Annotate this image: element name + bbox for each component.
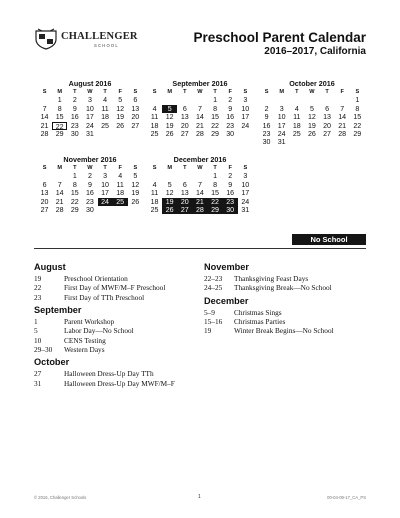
day: 30 xyxy=(85,205,94,214)
event-section xyxy=(34,262,194,302)
calendar-month-name: September 2016 xyxy=(172,79,228,88)
event-section xyxy=(34,305,194,354)
day: 6 xyxy=(182,104,187,113)
day-no-school: 28 xyxy=(192,206,207,214)
day: 25 xyxy=(292,129,301,138)
weekday-label: T xyxy=(325,89,329,95)
calendar-grid xyxy=(37,164,143,214)
event-date: 29–30 xyxy=(34,345,53,355)
weekday-label: T xyxy=(295,89,299,95)
events-right-column xyxy=(204,262,369,339)
day: 13 xyxy=(131,104,140,113)
day: 19 xyxy=(131,189,140,198)
day: 1 xyxy=(57,96,62,105)
day-no-school: 30 xyxy=(223,206,238,214)
day: 12 xyxy=(307,113,316,122)
day: 12 xyxy=(165,113,174,122)
calendar-grid xyxy=(147,164,253,214)
day: 1 xyxy=(213,172,218,181)
day: 10 xyxy=(277,113,286,122)
day: 26 xyxy=(116,121,125,130)
day: 7 xyxy=(197,180,202,189)
event-row xyxy=(34,379,194,388)
event-month-heading: November xyxy=(204,262,249,272)
day: 26 xyxy=(131,197,140,206)
event-row xyxy=(204,308,369,317)
calendar-august-2016 xyxy=(37,79,143,138)
day: 5 xyxy=(167,180,172,189)
no-school-legend: No School xyxy=(292,234,366,245)
day: 24 xyxy=(277,129,286,138)
day: 22 xyxy=(52,122,67,130)
day: 25 xyxy=(150,129,159,138)
weekday-label: M xyxy=(57,89,63,95)
day: 15 xyxy=(211,189,219,198)
day: 29 xyxy=(70,205,79,214)
day: 9 xyxy=(228,104,233,113)
day-no-school: 21 xyxy=(192,198,207,206)
day: 19 xyxy=(116,113,125,122)
day: 24 xyxy=(241,121,250,130)
event-date: 10 xyxy=(34,335,42,345)
empty-day xyxy=(177,172,192,180)
day: 30 xyxy=(262,138,271,147)
day: 8 xyxy=(355,104,360,113)
day: 18 xyxy=(150,121,159,130)
day: 4 xyxy=(152,104,157,113)
day: 4 xyxy=(152,180,157,189)
page-title: Preschool Parent Calendar xyxy=(193,30,366,45)
day-no-school: 23 xyxy=(223,198,238,206)
day: 15 xyxy=(70,189,79,198)
event-month-heading: October xyxy=(34,357,70,368)
event-name: Parent Workshop xyxy=(64,317,115,327)
day: 14 xyxy=(40,113,49,122)
day: 21 xyxy=(338,121,347,130)
footer-copyright: © 2016, Challenger Schools xyxy=(34,495,87,500)
event-name: Labor Day—No School xyxy=(64,326,134,336)
day: 18 xyxy=(292,121,301,130)
empty-day xyxy=(52,172,67,180)
calendar-september-2016 xyxy=(147,79,253,138)
day: 2 xyxy=(72,96,77,105)
event-name: Thanksgiving Feast Days xyxy=(234,274,309,283)
event-date: 27 xyxy=(34,369,42,379)
day-no-school: 26 xyxy=(162,206,177,214)
event-date: 19 xyxy=(204,326,212,336)
event-name: Halloween Dress-Up Day MWF/M–F xyxy=(64,378,175,388)
day: 28 xyxy=(40,129,49,138)
event-row xyxy=(34,336,194,345)
day: 17 xyxy=(85,113,94,122)
day: 3 xyxy=(87,96,92,105)
brand-subtitle: SCHOOL xyxy=(94,43,119,48)
day: 19 xyxy=(165,121,174,130)
event-row xyxy=(204,274,369,283)
brand-name: CHALLENGER xyxy=(61,31,138,42)
calendar-grid xyxy=(259,88,365,147)
weekday-label: F xyxy=(228,89,232,95)
weekday-label: T xyxy=(73,89,77,95)
day: 9 xyxy=(264,113,269,122)
event-name: First Day of TTh Preschool xyxy=(64,292,145,302)
day: 18 xyxy=(101,113,109,122)
empty-day xyxy=(37,96,52,104)
day: 21 xyxy=(55,197,64,206)
day: 17 xyxy=(277,121,286,130)
day: 11 xyxy=(150,189,159,198)
day: 13 xyxy=(180,113,189,122)
weekday-label: S xyxy=(133,165,138,171)
calendar-december-2016 xyxy=(147,155,253,214)
day: 15 xyxy=(353,113,362,122)
day: 13 xyxy=(40,189,49,198)
empty-day xyxy=(192,172,207,180)
empty-day xyxy=(320,96,335,104)
day: 16 xyxy=(262,121,271,130)
weekday-label: M xyxy=(167,89,173,95)
day: 27 xyxy=(40,205,49,214)
day: 27 xyxy=(131,121,140,130)
weekday-label: T xyxy=(183,165,187,171)
event-name: Thanksgiving Break—No School xyxy=(234,283,332,293)
day: 1 xyxy=(72,172,77,181)
day: 12 xyxy=(131,180,140,189)
day: 14 xyxy=(338,113,347,122)
weekday-label: T xyxy=(213,89,217,95)
day: 22 xyxy=(353,121,362,130)
day: 29 xyxy=(211,129,219,138)
day: 16 xyxy=(70,113,79,122)
day: 15 xyxy=(55,113,64,122)
weekday-label: T xyxy=(103,165,107,171)
day: 11 xyxy=(293,113,301,122)
footer-code: 00-04-09-17_CA_PS xyxy=(327,495,366,500)
page-subtitle: 2016–2017, California xyxy=(264,46,366,57)
day: 7 xyxy=(340,104,345,113)
day: 24 xyxy=(85,121,94,130)
school-logo xyxy=(34,28,144,56)
day: 20 xyxy=(40,197,49,206)
day: 13 xyxy=(323,113,331,122)
event-name: Preschool Orientation xyxy=(64,274,128,283)
day-no-school: 29 xyxy=(208,206,223,214)
day: 2 xyxy=(228,96,233,105)
day: 26 xyxy=(307,129,316,138)
day: 23 xyxy=(226,121,235,130)
event-month-heading: September xyxy=(34,305,82,316)
weekday-label: S xyxy=(152,89,157,95)
event-name: Winter Break Begins—No School xyxy=(234,326,334,336)
event-date: 1 xyxy=(34,317,38,327)
day: 5 xyxy=(309,104,314,113)
day: 8 xyxy=(72,180,77,189)
day: 7 xyxy=(57,180,62,189)
weekday-label: M xyxy=(57,165,63,171)
day: 17 xyxy=(241,189,250,198)
empty-day xyxy=(147,96,162,104)
weekday-label: S xyxy=(152,165,157,171)
day-no-school: 5 xyxy=(162,105,177,113)
weekday-label: S xyxy=(42,89,47,95)
weekday-label: T xyxy=(103,89,107,95)
day: 8 xyxy=(213,104,218,113)
weekday-label: S xyxy=(355,89,360,95)
event-date: 22–23 xyxy=(204,274,223,283)
event-row xyxy=(34,293,194,302)
event-row xyxy=(34,326,194,335)
day: 20 xyxy=(323,121,331,130)
weekday-label: W xyxy=(309,89,315,95)
day-no-school: 24 xyxy=(98,198,113,206)
weekday-label: S xyxy=(243,165,248,171)
empty-day xyxy=(162,96,177,104)
event-section xyxy=(204,296,369,336)
event-date: 5–9 xyxy=(204,307,215,317)
day: 7 xyxy=(197,104,202,113)
event-name: Christmas Sings xyxy=(234,307,282,317)
weekday-label: W xyxy=(197,89,203,95)
day: 10 xyxy=(101,180,109,189)
day: 3 xyxy=(279,104,284,113)
calendar-grid xyxy=(37,88,143,138)
day: 31 xyxy=(85,129,94,138)
event-name: Christmas Parties xyxy=(234,317,286,327)
footer-page-number: 1 xyxy=(198,494,201,500)
day: 30 xyxy=(226,129,235,138)
event-section xyxy=(204,262,369,293)
weekday-label: T xyxy=(73,165,77,171)
day: 2 xyxy=(87,172,92,181)
calendar-month-name: August 2016 xyxy=(68,79,112,88)
day: 22 xyxy=(211,121,219,130)
day: 23 xyxy=(85,197,94,206)
day: 12 xyxy=(116,104,125,113)
divider xyxy=(34,248,366,249)
event-date: 23 xyxy=(34,292,42,302)
calendar-month-name: November 2016 xyxy=(63,155,117,164)
day-no-school: 20 xyxy=(177,198,192,206)
event-section xyxy=(34,357,194,388)
weekday-label: S xyxy=(133,89,138,95)
event-row xyxy=(34,317,194,326)
day: 4 xyxy=(103,96,108,105)
day: 5 xyxy=(118,96,123,105)
crest-icon xyxy=(34,28,58,50)
empty-day xyxy=(147,172,162,180)
day: 9 xyxy=(72,104,77,113)
weekday-label: F xyxy=(118,89,122,95)
weekday-label: F xyxy=(228,165,232,171)
day: 3 xyxy=(103,172,108,181)
day: 8 xyxy=(213,180,218,189)
day: 31 xyxy=(277,138,286,147)
event-name: Halloween Dress-Up Day TTh xyxy=(64,369,154,379)
weekday-label: F xyxy=(340,89,344,95)
day-no-school: 22 xyxy=(208,198,223,206)
day: 11 xyxy=(116,180,124,189)
weekday-label: W xyxy=(87,165,93,171)
weekday-label: S xyxy=(243,89,248,95)
event-name: CENS Testing xyxy=(64,335,106,345)
day: 1 xyxy=(355,96,360,105)
day: 15 xyxy=(211,113,219,122)
day: 9 xyxy=(87,180,92,189)
day: 17 xyxy=(101,189,109,198)
event-row xyxy=(204,283,369,292)
weekday-label: W xyxy=(197,165,203,171)
day: 28 xyxy=(338,129,347,138)
day: 4 xyxy=(294,104,299,113)
weekday-label: M xyxy=(279,89,285,95)
event-row xyxy=(34,369,194,378)
empty-day xyxy=(259,96,274,104)
calendar-month-name: October 2016 xyxy=(289,79,335,88)
day: 10 xyxy=(85,104,94,113)
day: 14 xyxy=(55,189,64,198)
event-date: 24–25 xyxy=(204,283,223,293)
day: 1 xyxy=(213,96,218,105)
day: 3 xyxy=(243,96,248,105)
weekday-label: W xyxy=(87,89,93,95)
empty-day xyxy=(177,96,192,104)
day: 16 xyxy=(226,113,235,122)
day: 2 xyxy=(228,172,233,181)
weekday-label: M xyxy=(167,165,173,171)
event-date: 15–16 xyxy=(204,317,223,327)
day: 6 xyxy=(42,180,47,189)
weekday-label: S xyxy=(264,89,269,95)
calendar-october-2016 xyxy=(259,79,365,147)
calendar-november-2016 xyxy=(37,155,143,214)
day: 12 xyxy=(165,189,174,198)
day: 10 xyxy=(241,104,250,113)
event-row xyxy=(34,345,194,354)
day: 31 xyxy=(241,205,250,214)
day: 19 xyxy=(307,121,316,130)
day: 3 xyxy=(243,172,248,181)
day: 24 xyxy=(241,197,250,206)
day: 14 xyxy=(195,113,204,122)
event-date: 19 xyxy=(34,274,42,283)
day: 27 xyxy=(323,129,331,138)
day: 29 xyxy=(353,129,362,138)
weekday-label: S xyxy=(42,165,47,171)
day: 7 xyxy=(42,104,47,113)
event-row xyxy=(34,283,194,292)
event-date: 5 xyxy=(34,326,38,336)
day: 8 xyxy=(57,104,62,113)
event-row xyxy=(204,317,369,326)
page-title-block xyxy=(193,30,366,58)
empty-day xyxy=(289,96,304,104)
day: 20 xyxy=(131,113,140,122)
day: 23 xyxy=(262,129,271,138)
event-month-heading: December xyxy=(204,295,249,306)
event-name: Western Days xyxy=(64,345,105,355)
event-row xyxy=(34,274,194,283)
event-date: 22 xyxy=(34,283,42,293)
day: 21 xyxy=(40,121,49,130)
day: 14 xyxy=(195,189,204,198)
day: 16 xyxy=(226,189,235,198)
day: 6 xyxy=(325,104,330,113)
day: 11 xyxy=(101,104,109,113)
day: 10 xyxy=(241,180,250,189)
weekday-label: F xyxy=(118,165,122,171)
empty-day xyxy=(335,96,350,104)
day: 25 xyxy=(101,121,109,130)
day: 4 xyxy=(118,172,123,181)
day: 23 xyxy=(70,121,79,130)
weekday-label: T xyxy=(183,89,187,95)
day: 25 xyxy=(150,205,159,214)
day: 2 xyxy=(264,104,269,113)
day-no-school: 25 xyxy=(113,198,128,206)
day: 26 xyxy=(165,129,174,138)
day: 20 xyxy=(180,121,189,130)
day: 11 xyxy=(150,113,159,122)
day: 29 xyxy=(55,129,64,138)
empty-day xyxy=(274,96,289,104)
day-no-school: 19 xyxy=(162,198,177,206)
event-name: First Day of MWF/M–F Preschool xyxy=(64,283,166,293)
day: 17 xyxy=(241,113,250,122)
event-date: 31 xyxy=(34,378,42,388)
events-left-column xyxy=(34,262,194,391)
empty-day xyxy=(192,96,207,104)
day: 16 xyxy=(85,189,94,198)
day: 22 xyxy=(70,197,79,206)
day: 18 xyxy=(116,189,125,198)
day: 18 xyxy=(150,197,159,206)
day: 6 xyxy=(182,180,187,189)
calendar-month-name: December 2016 xyxy=(173,155,227,164)
day: 13 xyxy=(180,189,189,198)
day-no-school: 27 xyxy=(177,206,192,214)
day: 28 xyxy=(195,129,204,138)
calendar-grid xyxy=(147,88,253,138)
day: 28 xyxy=(55,205,64,214)
empty-day xyxy=(162,172,177,180)
event-row xyxy=(204,326,369,335)
day: 21 xyxy=(195,121,204,130)
day: 27 xyxy=(180,129,189,138)
empty-day xyxy=(304,96,319,104)
day: 5 xyxy=(133,172,138,181)
day: 6 xyxy=(133,96,138,105)
day: 30 xyxy=(70,129,79,138)
weekday-label: T xyxy=(213,165,217,171)
day: 9 xyxy=(228,180,233,189)
event-month-heading: August xyxy=(34,262,66,272)
empty-day xyxy=(37,172,52,180)
